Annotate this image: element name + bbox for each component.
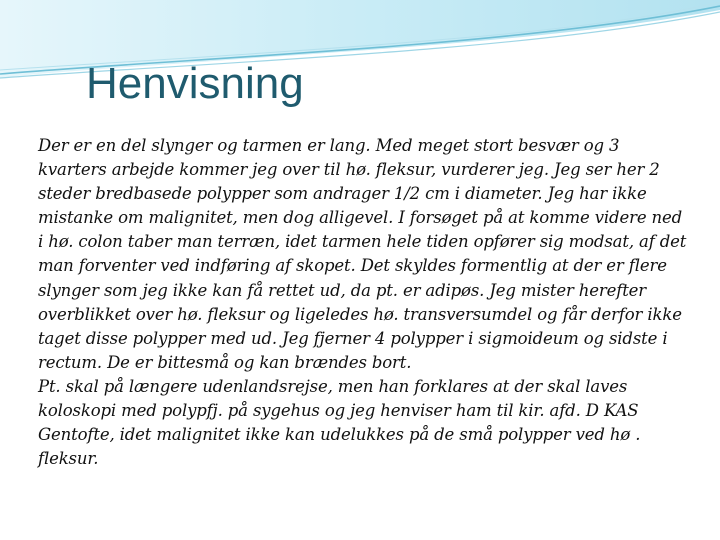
body-paragraph: Pt. skal på længere udenlandsrejse, men han forklares at der skal laves koloskopi med polypfj. på sygehus og jeg henviser ham til kir. afd. D KAS Gentofte, idet malignitet ikke kan udelukkes på de små polypper ved hø . fleksur. [38,376,641,469]
slide-title: Henvisning [86,59,304,108]
slide-body [38,134,688,471]
body-paragraph: Der er en del slynger og tarmen er lang. Med meget stort besvær og 3 kvarters arbejde kommer jeg over til hø. fleksur, vurderer jeg. Jeg ser her 2 steder bredbasede polypper som andrager 1/2 cm i diameter. Jeg har ikke mistanke om malignitet, men dog alligevel. I forsøget på at komme videre ned i hø. colon taber man terræn, idet tarmen hele tiden opfører sig modsat, af det man forventer ved indføring af skopet. Det skyldes formentlig at der er flere slynger som jeg ikke kan få rettet ud, da pt. er adipøs. Jeg mister herefter overblikket over hø. fleksur og ligeledes hø. transversumdel og får derfor ikke taget disse polypper med ud. Jeg fjerner 4 polypper i sigmoideum og sidste i rectum. De er bittesmå og kan brændes bort. [38,136,687,372]
